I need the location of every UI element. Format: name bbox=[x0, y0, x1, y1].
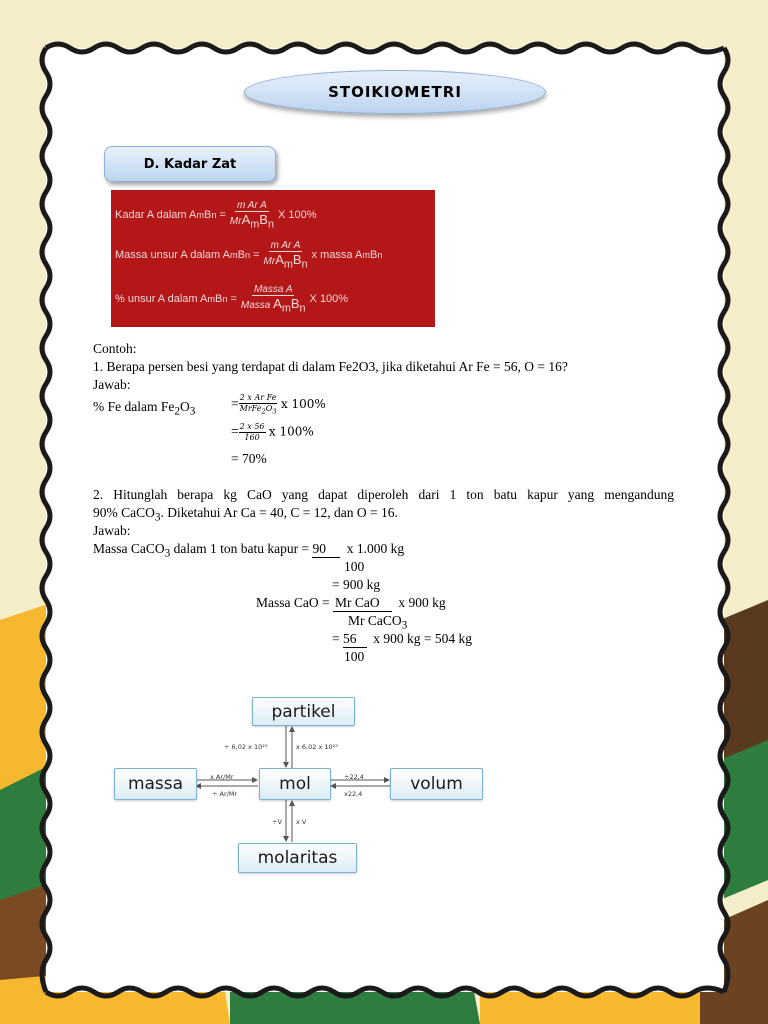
answer-1-step-3: = 70% bbox=[231, 451, 267, 466]
step-1-tail: x 100% bbox=[280, 396, 326, 411]
answer-1-step-2: = $\frac{2 x 56}{160}$ x 100% bbox=[231, 422, 314, 442]
label-mul-armr: x Ar/Mr bbox=[210, 773, 234, 781]
question-1: 1. Berapa persen besi yang terdapat di dalam Fe2O3, jika diketahui Ar Fe = 56, O = 16? bbox=[93, 359, 568, 374]
formula-kadar-num: m Ar A bbox=[237, 200, 267, 211]
page-title bbox=[244, 70, 546, 114]
result-line: = 56 x 900 kg = 504 kg bbox=[332, 631, 472, 646]
answer-1-step-1: = 2 x Ar Fe $MrFe_2O_3$ x 100% bbox=[231, 393, 326, 416]
label-div-avogadro: ÷ 6,02 x 10²³ bbox=[224, 743, 268, 751]
label-div-22-4: ÷22,4 bbox=[344, 773, 364, 781]
node-volum: volum bbox=[390, 768, 483, 800]
answer-1-label-text: % Fe dalam Fe bbox=[93, 399, 175, 414]
fraction-90: 90 bbox=[312, 541, 340, 558]
answer-2-line-1: Massa CaCO$_3$ dalam 1 ton batu kapur = 90 x 1.000 kg bbox=[93, 541, 405, 560]
label-div-armr: ÷ Ar/Mr bbox=[212, 790, 238, 798]
answer-1-label: % Fe dalam $Fe_2O_3$ bbox=[93, 399, 196, 418]
step-2-denominator: 160 bbox=[244, 433, 260, 442]
label-mul-avogadro: x 6,02 x 10²³ bbox=[296, 743, 338, 751]
mr-cao: Mr CaO bbox=[333, 595, 392, 612]
answer-2-line-1b: dalam 1 ton batu kapur = bbox=[170, 541, 313, 556]
formula-kadar-lhs: Kadar A dalam A bbox=[115, 209, 197, 222]
fraction-56: 56 bbox=[343, 631, 367, 648]
formula-box bbox=[111, 190, 435, 327]
step-1-numerator: 2 x Ar Fe bbox=[239, 393, 277, 402]
formula-kadar: Kadar A dalam A m B n = $\frac{\text{m Ar A}}{MrA_mB_n}$ X 100% bbox=[115, 200, 317, 231]
result-504-kg: x 900 kg = 504 kg bbox=[373, 631, 472, 646]
denominator-100-b: 100 bbox=[344, 649, 365, 664]
formula-kadar-rhs: X 100% bbox=[277, 209, 317, 222]
formula-massa-unsur: Massa unsur A dalam A m B n = $\frac{\text{m Ar A}}{MrA_mB_n}$ x massa A m B n bbox=[115, 240, 383, 271]
x-900-kg: x 900 kg bbox=[398, 595, 446, 610]
question-2-line-1: 2. Hitunglah berapa kg CaO yang dapat diperoleh dari 1 ton batu kapur yang mengandung bbox=[93, 487, 674, 502]
page-title-text: STOIKIOMETRI bbox=[328, 83, 462, 101]
label-div-v: ÷V bbox=[272, 818, 282, 826]
label-mul-v: x V bbox=[296, 818, 307, 826]
label-mul-22-4: x22,4 bbox=[344, 790, 363, 798]
formula-kadar-den: Mr bbox=[229, 216, 242, 227]
jawab-2-label: Jawab: bbox=[93, 523, 131, 538]
formula-massa-lhs: Massa unsur A dalam A bbox=[115, 249, 230, 262]
step-1-denominator: MrFe bbox=[239, 404, 262, 413]
result-900-kg: = 900 kg bbox=[332, 577, 381, 592]
massa-cao-line bbox=[256, 595, 446, 612]
question-2-line-2a: 90% CaCO bbox=[93, 505, 155, 520]
formula-persen-unsur: % unsur A dalam A m B n = $\frac{\text{Massa A}}{Massa A_mB_n}$ X 100% bbox=[115, 284, 349, 315]
section-heading-text: D. Kadar Zat bbox=[143, 156, 237, 172]
jawab-label: Jawab: bbox=[93, 377, 131, 392]
formula-persen-rhs: X 100% bbox=[309, 293, 349, 306]
massa-cao-label: Massa CaO = bbox=[256, 595, 333, 610]
question-2-line-2b: . Diketahui Ar Ca = 40, C = 12, dan O = 16. bbox=[160, 505, 398, 520]
formula-massa-den: Mr bbox=[263, 256, 276, 267]
x-1000-kg: x 1.000 kg bbox=[346, 541, 405, 556]
node-partikel: partikel bbox=[252, 697, 355, 726]
node-molaritas: molaritas bbox=[238, 843, 357, 873]
mole-diagram bbox=[100, 680, 495, 880]
step-2-tail: x 100% bbox=[268, 424, 314, 439]
formula-massa-rhs: x massa A bbox=[311, 249, 363, 262]
formula-persen-num: Massa A bbox=[253, 284, 293, 295]
step-2-numerator: 2 x 56 bbox=[239, 422, 265, 431]
mr-caco3-text: Mr CaCO bbox=[348, 613, 402, 628]
formula-persen-lhs: % unsur A dalam A bbox=[115, 293, 208, 306]
question-2-line-2: 90% CaCO$_3$. Diketahui Ar Ca = 40, C = 12, dan O = 16. bbox=[93, 505, 398, 524]
node-mol: mol bbox=[259, 768, 331, 800]
denominator-100-a: 100 bbox=[344, 559, 365, 574]
section-heading bbox=[104, 146, 276, 182]
formula-massa-num: m Ar A bbox=[270, 240, 301, 251]
node-massa: massa bbox=[114, 768, 197, 800]
answer-2-line-1a: Massa CaCO bbox=[93, 541, 165, 556]
mr-caco3: Mr CaCO$_3$ bbox=[348, 613, 408, 632]
contoh-label: Contoh: bbox=[93, 341, 137, 356]
formula-persen-den: Massa bbox=[240, 300, 271, 311]
